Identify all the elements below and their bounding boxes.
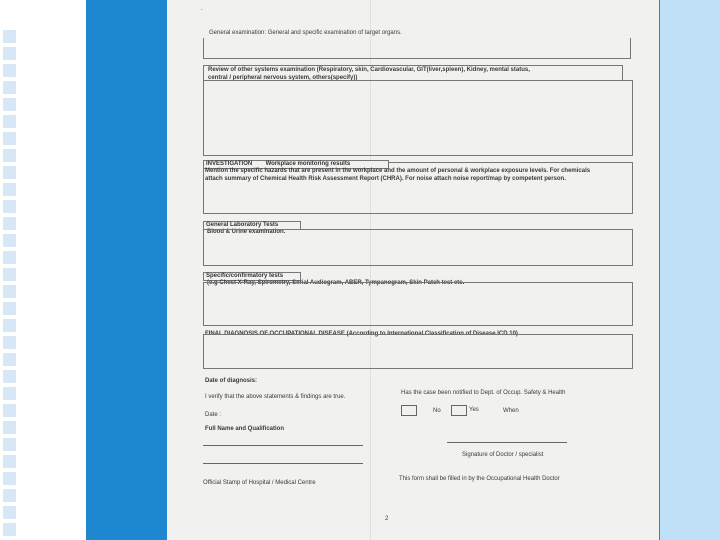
right-pale-band [660, 0, 720, 540]
general-lab-tests-box [203, 229, 633, 266]
decorative-square [3, 115, 16, 128]
review-systems-box [203, 80, 633, 156]
date-of-diagnosis: Date of diagnosis: [205, 378, 258, 384]
investigation-text-2: attach summary of Chemical Health Risk Assessment Report (CHRA). For noise attach noise report/map by competent person. [205, 176, 566, 182]
workplace-monitoring-label: Workplace monitoring results [265, 161, 351, 167]
decorative-square [3, 353, 16, 366]
decorative-square [3, 404, 16, 417]
specific-tests-eg-text: (e.g Chest X-Ray, Spirometry, Serial Audiogram, ABER, Tympanogram, Skin Patch test etc. [207, 280, 465, 286]
decorative-square [3, 132, 16, 145]
decorative-square [3, 166, 16, 179]
yes-label: Yes [469, 407, 479, 413]
blood-urine-text: Blood & Urine examination. [207, 229, 286, 235]
decorative-square [3, 200, 16, 213]
decorative-square [3, 455, 16, 468]
no-checkbox[interactable] [401, 405, 417, 416]
when-label: When [503, 408, 519, 414]
signature-label: Signature of Doctor / specialist [462, 452, 544, 458]
decorative-square [3, 523, 16, 536]
decorative-square [3, 302, 16, 315]
decorative-square [3, 421, 16, 434]
signature-line [447, 442, 567, 443]
decorative-square [3, 217, 16, 230]
investigation-label: INVESTIGATION [206, 161, 253, 167]
full-name-label: Full Name and Qualification [205, 426, 285, 432]
final-diagnosis-text: FINAL DIAGNOSIS OF OCCUPATIONAL DISEASE (According to International Classification of Disease ICD 10) [205, 331, 518, 337]
final-diagnosis-box [203, 334, 633, 369]
verify-statement: I verify that the above statements & findings are true. [205, 394, 346, 400]
review-systems-text: Review of other systems examination (Respiratory, skin, Cardiovascular, GIT(liver,spleen), Kidney, mental status, [208, 67, 530, 73]
decorative-square [3, 489, 16, 502]
decorative-square [3, 387, 16, 400]
decorative-square [3, 149, 16, 162]
name-line-2 [203, 463, 363, 464]
decorative-square [3, 319, 16, 332]
filled-by-text: This form shall be filled in by the Occupational Health Doctor [399, 476, 560, 482]
general-lab-tests-header: General Laboratory Tests [203, 221, 301, 230]
specific-tests-header: Specific/confirmatory tests [203, 272, 301, 281]
specific-tests-box [203, 282, 633, 326]
yes-checkbox[interactable] [451, 405, 467, 416]
decorative-square [3, 336, 16, 349]
decorative-square [3, 370, 16, 383]
official-stamp-label: Official Stamp of Hospital / Medical Centre [203, 480, 316, 486]
target-organs-box [203, 38, 631, 59]
target-organs-text: General examination: General and specific examination of target organs. [209, 30, 402, 36]
decorative-square [3, 98, 16, 111]
decorative-square [3, 47, 16, 60]
notified-question: Has the case been notified to Dept. of Occup. Safety & Health [401, 390, 566, 396]
decorative-square [3, 234, 16, 247]
decorative-square [3, 438, 16, 451]
decorative-square [3, 183, 16, 196]
decorative-square [3, 251, 16, 264]
date-label: Date : [205, 412, 222, 418]
decorative-square [3, 472, 16, 485]
scanned-form-page [167, 0, 659, 540]
investigation-text-1: Mention the specific hazards that are present in the workplace and the amount of personal & workplace exposure levels. For chemicals [205, 168, 591, 174]
decorative-square [3, 81, 16, 94]
decorative-square [3, 30, 16, 43]
scan-mark: . [201, 6, 203, 12]
page-number: 2 [385, 516, 389, 522]
left-decorative-strip [0, 0, 18, 540]
review-systems-text-2: central / peripheral nervous system, others(specify)) [208, 75, 358, 81]
decorative-square [3, 64, 16, 77]
name-line-1 [203, 445, 363, 446]
decorative-square [3, 268, 16, 281]
decorative-square [3, 285, 16, 298]
no-label: No [433, 408, 441, 414]
decorative-square [3, 506, 16, 519]
